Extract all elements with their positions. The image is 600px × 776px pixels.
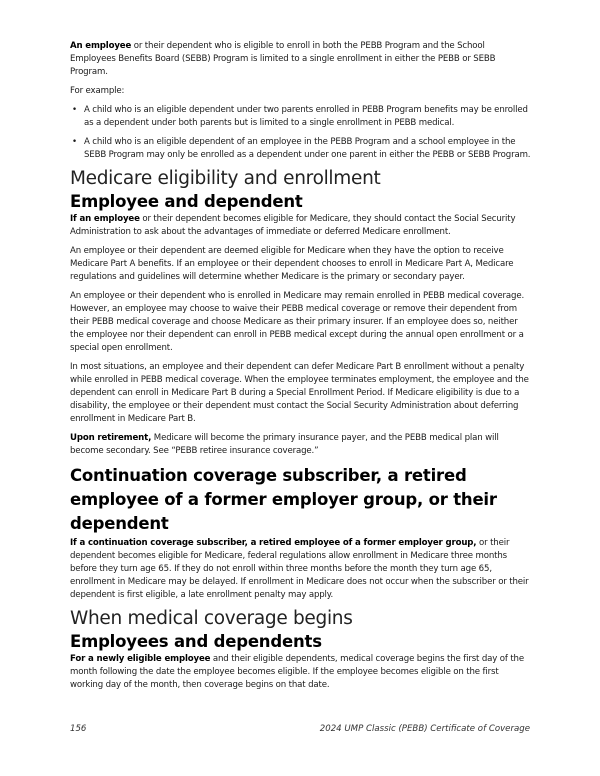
paragraph: If a continuation coverage subscriber, a retired employee of a former employer group, or their dependent becomes eligible for Medicare, federal regulations allow enrollment in Medicare three months before they turn age 65. If they do not enroll within three months before the month they turn age 65, enrollment in Medicare may be delayed. If enrollment in Medicare does not occur when the subscriber or their dependent is first eligible, a late enrollment penalty may apply.	[70, 538, 529, 600]
for-example-text: For example:	[70, 86, 125, 96]
paragraph: For a newly eligible employee and their eligible dependents, medical coverage begins the first day of the month following the date the employee becomes eligible. If the employee becomes eligible on the first working day of the month, then coverage begins on that date.	[70, 654, 524, 690]
list-item: • A child who is an eligible dependent of an employee in the PEBB Program and a school employee in the SEBB Program may only be enrolled as a dependent under one parent in either the PEBB or SEBB Program.	[70, 136, 532, 162]
section-heading-coverage-begins: When medical coverage begins	[70, 608, 353, 629]
paragraph: In most situations, an employee and their dependent can defer Medicare Part B enrollment without a penalty while enrolled in PEBB medical coverage. When the employee terminates employment, the employee and the dependent can enroll in Medicare Part B during a Special Enrollment Period. If Medicare eligibility is due to a disability, the employee or their dependent must contact the Social Security Administration about deferring enrollment in Medicare Part B.	[70, 362, 529, 424]
section-heading-medicare: Medicare eligibility and enrollment	[70, 168, 381, 189]
paragraph: An employee or their dependent who is enrolled in Medicare may remain enrolled in PEBB medical coverage. However, an employee may choose to waive their PEBB medical coverage or remove their dependent from their PEBB medical coverage and choose Medicare as their primary insurer. If an employee does so, neither the employee nor their dependent can enroll in PEBB medical except during the annual open enrollment or a special open enrollment.	[70, 291, 525, 353]
paragraph: An employee or their dependent are deemed eligible for Medicare when they have the option to receive Medicare Part A benefits. If an employee or their dependent chooses to enroll in Medicare Part A, Medicare regulations and guidelines will determine whether Medicare is the primary or secondary payer.	[70, 246, 514, 282]
subheading-employee-dependent: Employee and dependent	[70, 192, 303, 211]
paragraph: Upon retirement, Medicare will become the primary insurance payer, and the PEBB medical plan will become secondary. See “PEBB retiree insurance coverage.”	[70, 433, 499, 456]
list-item: • A child who is an eligible dependent under two parents enrolled in PEBB Program benefits may be enrolled as a dependent under both parents but is limited to a single enrollment in PEBB medical.	[70, 104, 532, 130]
paragraph: If an employee or their dependent becomes eligible for Medicare, they should contact the Social Security Administration to ask about the advantages of immediate or deferred Medicare enrollment.	[70, 214, 516, 237]
example-list	[70, 104, 532, 162]
document-page	[70, 40, 532, 698]
document-title: 2024 UMP Classic (PEBB) Certificate of Coverage	[319, 724, 530, 734]
subheading-continuation-coverage: Continuation coverage subscriber, a retired employee of a former employer group, or their dependent	[70, 466, 497, 533]
intro-paragraph: An employee or their dependent who is eligible to enroll in both the PEBB Program and the School Employees Benefits Board (SEBB) Program is limited to a single enrollment in either the PEBB or SEBB Program.	[70, 41, 496, 77]
subheading-employees-dependents: Employees and dependents	[70, 632, 322, 651]
page-number: 156	[70, 724, 87, 734]
